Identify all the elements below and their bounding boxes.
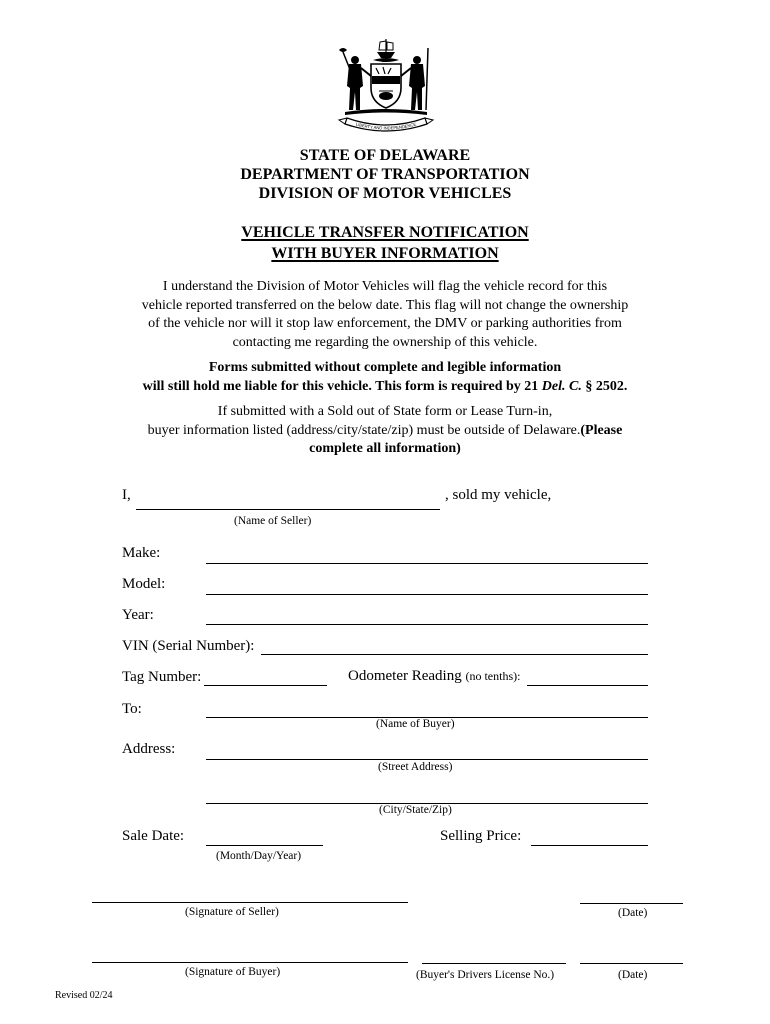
buyer-license-caption: (Buyer's Drivers License No.) [416,969,555,981]
notice-emphasis-line: complete all information) [309,441,461,456]
notice-emphasis: (Please [580,422,623,438]
header-line-division: DIVISION OF MOTOR VEHICLES [258,185,512,202]
title-line-1: VEHICLE TRANSFER NOTIFICATION [241,224,529,241]
buyer-date-caption: (Date) [618,969,648,981]
vin-label: VIN (Serial Number): [122,638,255,654]
selling-price-field[interactable] [531,845,648,846]
odometer-label: Odometer Reading [348,668,462,684]
odometer-field[interactable] [527,685,648,686]
intro-paragraph [0,278,770,352]
warning-line-statute: will still hold me liable for this vehicle. This form is required by 21 Del. C. § 2502. [142,378,628,394]
sold-vehicle-text: , sold my vehicle, [445,487,552,503]
selling-price-label: Selling Price: [440,828,522,844]
to-label: To: [122,701,142,717]
odometer-note: (no tenths): [465,669,521,683]
i-label: I, [122,487,131,503]
intro-line: vehicle reported transferred on the below date. This flag will not change the ownership [141,297,629,313]
tag-number-label: Tag Number: [122,669,202,685]
header-line-department: DEPARTMENT OF TRANSPORTATION [240,166,530,183]
sale-date-caption: (Month/Day/Year) [216,850,302,862]
buyer-date-field[interactable] [580,963,683,964]
statute-citation: Del. C. [541,378,582,394]
make-field[interactable] [206,563,648,564]
seller-name-field[interactable] [136,509,440,510]
buyer-license-field[interactable] [422,963,566,964]
agency-header [0,146,770,203]
buyer-signature-field[interactable] [92,962,408,963]
odometer-label-group [348,668,520,685]
seller-name-caption: (Name of Seller) [234,515,312,527]
intro-line: of the vehicle nor will it stop law enforcement, the DMV or parking authorities from [148,316,622,331]
intro-line: contacting me regarding the ownership of this vehicle. [232,334,538,350]
address-label: Address: [122,741,176,757]
make-label: Make: [122,545,161,561]
intro-line: I understand the Division of Motor Vehicles will flag the vehicle record for this [162,279,608,294]
revision-note: Revised 02/24 [55,990,113,1001]
out-of-state-notice [0,403,770,459]
notice-line: If submitted with a Sold out of State form or Lease Turn-in, [217,404,553,419]
form-title [0,222,770,264]
street-address-caption: (Street Address) [378,761,453,773]
seal-motto: LIBERTY AND INDEPENDENCE [355,121,417,131]
seller-date-caption: (Date) [618,907,648,919]
street-address-field[interactable] [206,759,648,760]
model-label: Model: [122,576,166,592]
header-line-state: STATE OF DELAWARE [299,147,471,164]
warning-line: Forms submitted without complete and legible information [208,360,562,375]
buyer-name-caption: (Name of Buyer) [376,718,455,730]
delaware-state-seal [333,36,439,136]
year-label: Year: [122,607,154,623]
liability-warning [0,359,770,396]
seller-signature-field[interactable] [92,902,408,903]
model-field[interactable] [206,594,648,595]
buyer-signature-caption: (Signature of Buyer) [185,966,281,978]
notice-line-2: buyer information listed (address/city/state/zip) must be outside of Delaware.(Please [147,422,623,438]
seller-signature-caption: (Signature of Seller) [185,906,279,918]
seller-date-field[interactable] [580,903,683,904]
city-state-zip-caption: (City/State/Zip) [379,804,452,816]
sale-date-label: Sale Date: [122,828,185,844]
sale-date-field[interactable] [206,845,323,846]
tag-number-field[interactable] [204,685,327,686]
year-field[interactable] [206,624,648,625]
vin-field[interactable] [261,654,648,655]
title-line-2: WITH BUYER INFORMATION [271,245,499,262]
